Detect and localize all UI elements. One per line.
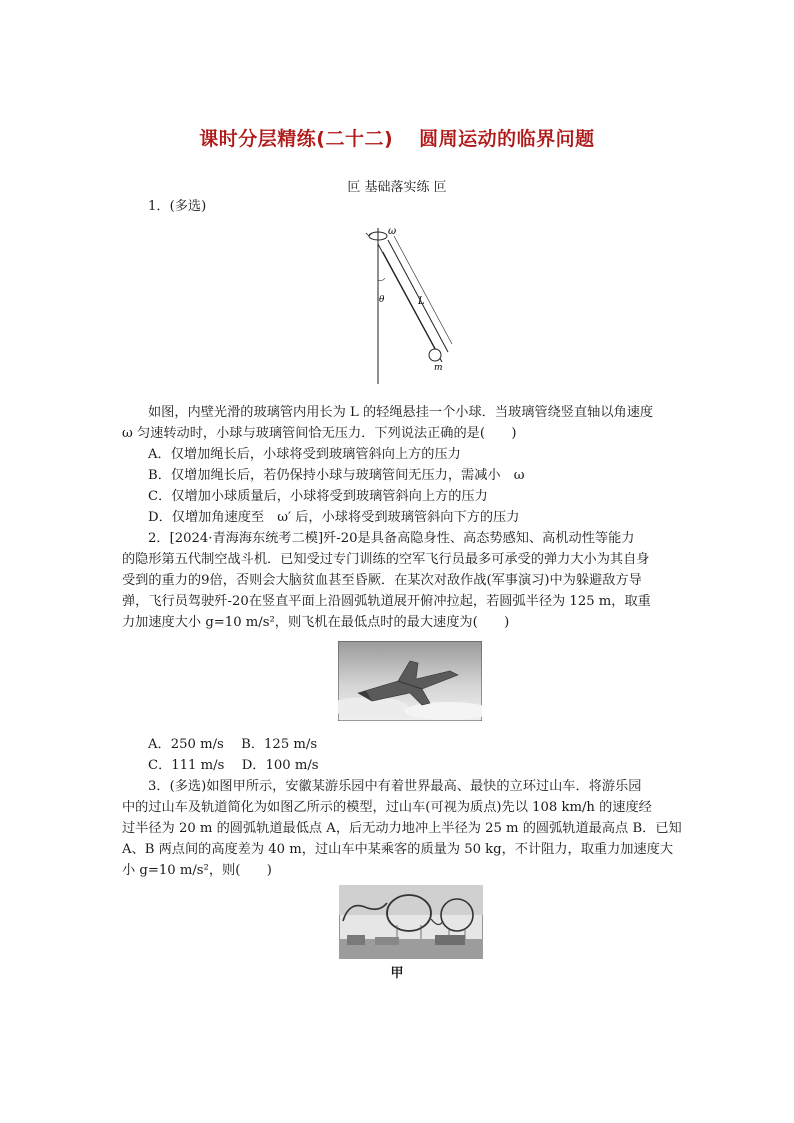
q1-option-a: A．仅增加绳长后，小球将受到玻璃管斜向上方的压力: [148, 447, 461, 462]
q1-option-c: C．仅增加小球质量后，小球将受到玻璃管斜向上方的压力: [148, 489, 488, 504]
q2-line-2: 的隐形第五代制空战斗机．已知受过专门训练的空军飞行员最多可承受的弹力大小为其自身: [122, 552, 650, 567]
omega-label: ω: [388, 226, 397, 237]
length-label: L: [418, 296, 425, 307]
ball: [429, 349, 441, 361]
q2-line-4: 弹，飞行员驾驶歼-20在竖直平面上沿圆弧轨道展开俯冲拉起，若圆弧半径为 125 m，取重: [122, 594, 651, 609]
q2-options-row-1: A．250 m/s B．125 m/s: [148, 737, 318, 752]
q3-line-1: 3．(多选)如图甲所示，安徽某游乐园中有着世界最高、最快的立环过山车．将游乐园: [148, 779, 642, 794]
q3-line-3: 过半径为 20 m 的圆弧轨道最低点 A，后无动力地冲上半径为 25 m 的圆弧轨道最高点 B．已知: [122, 821, 682, 836]
q1-label: 1．(多选): [148, 199, 207, 214]
roller-coaster-photo: [339, 885, 483, 959]
q2-line-1: 2．[2024·青海海东统考二模]歼-20是具备高隐身性、高态势感知、高机动性等能力: [148, 531, 635, 546]
q3-line-5: 小 g=10 m/s²，则( ): [122, 863, 272, 878]
title-right: 圆周运动的临界问题: [419, 128, 595, 150]
q1-glass-tube-figure: [360, 222, 460, 386]
theta-label: θ: [379, 295, 385, 305]
fighter-jet-photo: [338, 641, 482, 721]
section-heading: 叵 基础落实练 叵: [347, 180, 447, 195]
title-left: 课时分层精练(二十二): [199, 128, 394, 150]
q1-option-d: D．仅增加角速度至 ω′ 后，小球将受到玻璃管斜向下方的压力: [148, 510, 520, 525]
q1-option-b: B．仅增加绳长后，若仍保持小球与玻璃管间无压力，需减小 ω: [148, 468, 525, 483]
q2-line-3: 受到的重力的9倍，否则会大脑贫血甚至昏厥．在某次对敌作战(军事演习)中为躲避敌方导: [122, 573, 642, 588]
q3-line-2: 中的过山车及轨道简化为如图乙所示的模型，过山车(可视为质点)先以 108 km/h 的速度经: [122, 800, 652, 815]
q1-stem-line-1: 如图，内壁光滑的玻璃管内用长为 L 的轻绳悬挂一个小球．当玻璃管绕竖直轴以角速度: [148, 405, 654, 420]
page-title: [0, 124, 794, 151]
q2-options-row-2: C．111 m/s D．100 m/s: [148, 758, 319, 773]
figure-caption-jia: 甲: [390, 966, 404, 981]
mass-label: m: [434, 363, 443, 373]
q1-stem-line-2: ω 匀速转动时，小球与玻璃管间恰无压力．下列说法正确的是( ): [122, 426, 517, 441]
q2-line-5: 力加速度大小 g=10 m/s²，则飞机在最低点时的最大速度为( ): [122, 615, 510, 630]
q3-line-4: A、B 两点间的高度差为 40 m，过山车中某乘客的质量为 50 kg，不计阻力，取重力加速度大: [122, 842, 674, 857]
